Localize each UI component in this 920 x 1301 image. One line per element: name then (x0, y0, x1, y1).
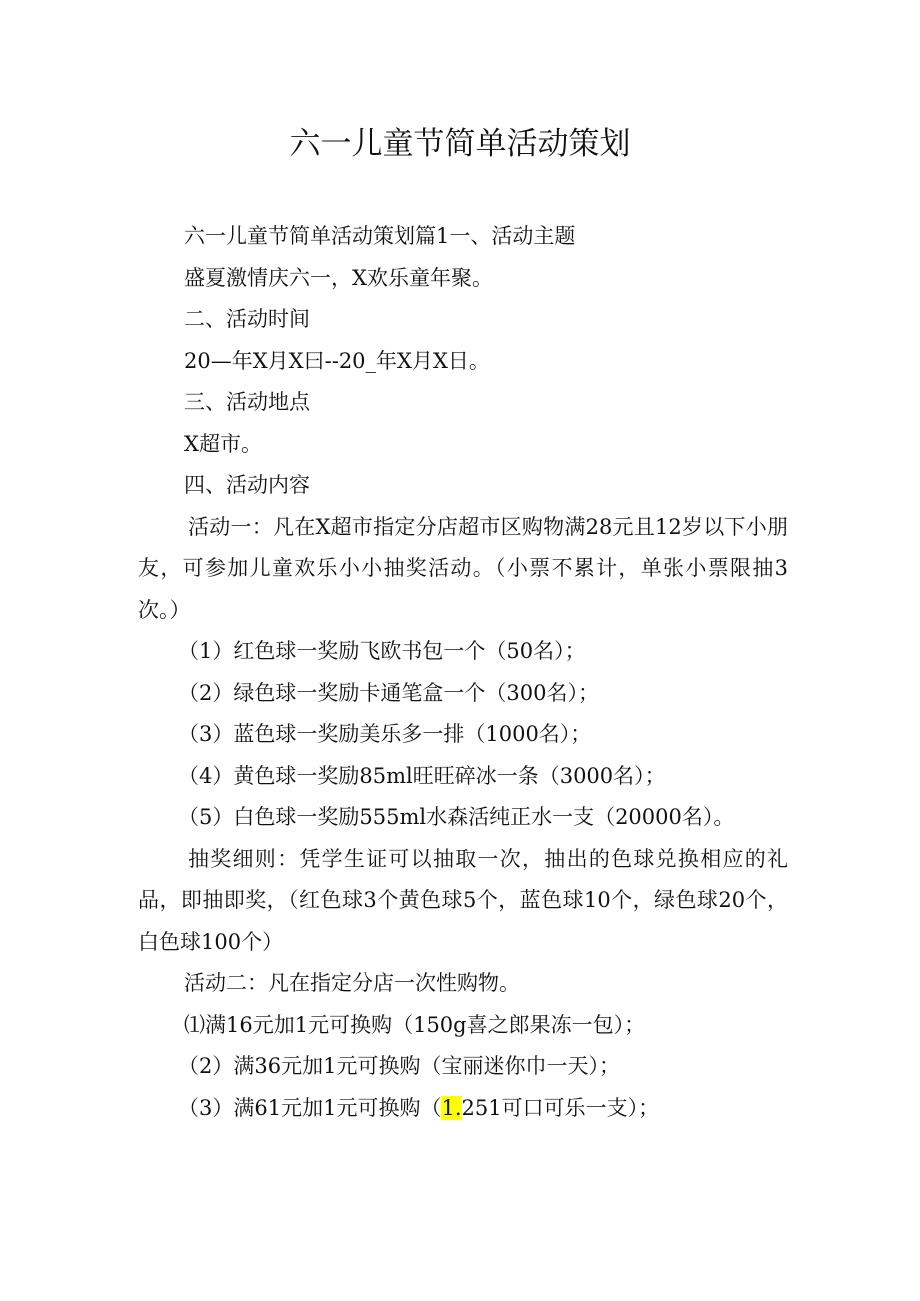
highlighted-text: 1. (441, 1095, 462, 1120)
exchange-text-before: （3）满61元加1元可换购（ (178, 1095, 442, 1120)
paragraph-activity-two: 活动二：凡在指定分店一次性购物。 (184, 971, 520, 995)
exchange-item: （2）满36元加1元可换购（宝丽迷你巾一天）； (178, 1054, 620, 1078)
paragraph-theme: 盛夏激情庆六一，X欢乐童年聚。 (184, 265, 493, 290)
paragraph-time: 20—年X月X曰--20_年X月X日。 (184, 348, 490, 373)
prize-item: （1）红色球一奖励飞欧书包一个（50名）； (178, 639, 586, 663)
prize-item: （4）黄色球一奖励85ml旺旺碎冰一条（3000名）； (178, 763, 666, 788)
exchange-text-after: 251可口可乐一支）； (461, 1095, 660, 1120)
prize-item: （5）白色球一奖励555ml水森活纯正水一支（20000名）。 (178, 805, 735, 829)
paragraph-location-heading: 三、活动地点 (184, 390, 310, 414)
exchange-item (138, 1088, 788, 1130)
paragraph-content-heading: 四、活动内容 (184, 473, 310, 497)
exchange-item: ⑴满16元加1元可换购（150g喜之郎果冻一包）； (184, 1012, 646, 1037)
prize-item: （3）蓝色球一奖励美乐多一排（1000名）； (178, 722, 592, 746)
document-body (138, 216, 788, 1129)
document-title: 六一儿童节简单活动策划 (289, 126, 631, 162)
paragraph-draw-rules: 抽奖细则：凭学生证可以抽取一次，抽出的色球兑换相应的礼品，即抽即奖，（红色球3个黄色球5个，蓝色球10个，绿色球20个，白色球100个） (138, 846, 788, 954)
paragraph-theme-heading: 六一儿童节简单活动策划篇1一、活动主题 (184, 224, 576, 248)
paragraph-time-heading: 二、活动时间 (184, 307, 310, 331)
prize-item: （2）绿色球一奖励卡通笔盒一个（300名）； (178, 680, 599, 705)
paragraph-activity-one: 活动一：凡在X超市指定分店超市区购物满28元且12岁以下小朋友，可参加儿童欢乐小小抽奖活动。（小票不累计，单张小票限抽3次。） (138, 514, 788, 622)
paragraph-location: X超市。 (184, 431, 262, 456)
